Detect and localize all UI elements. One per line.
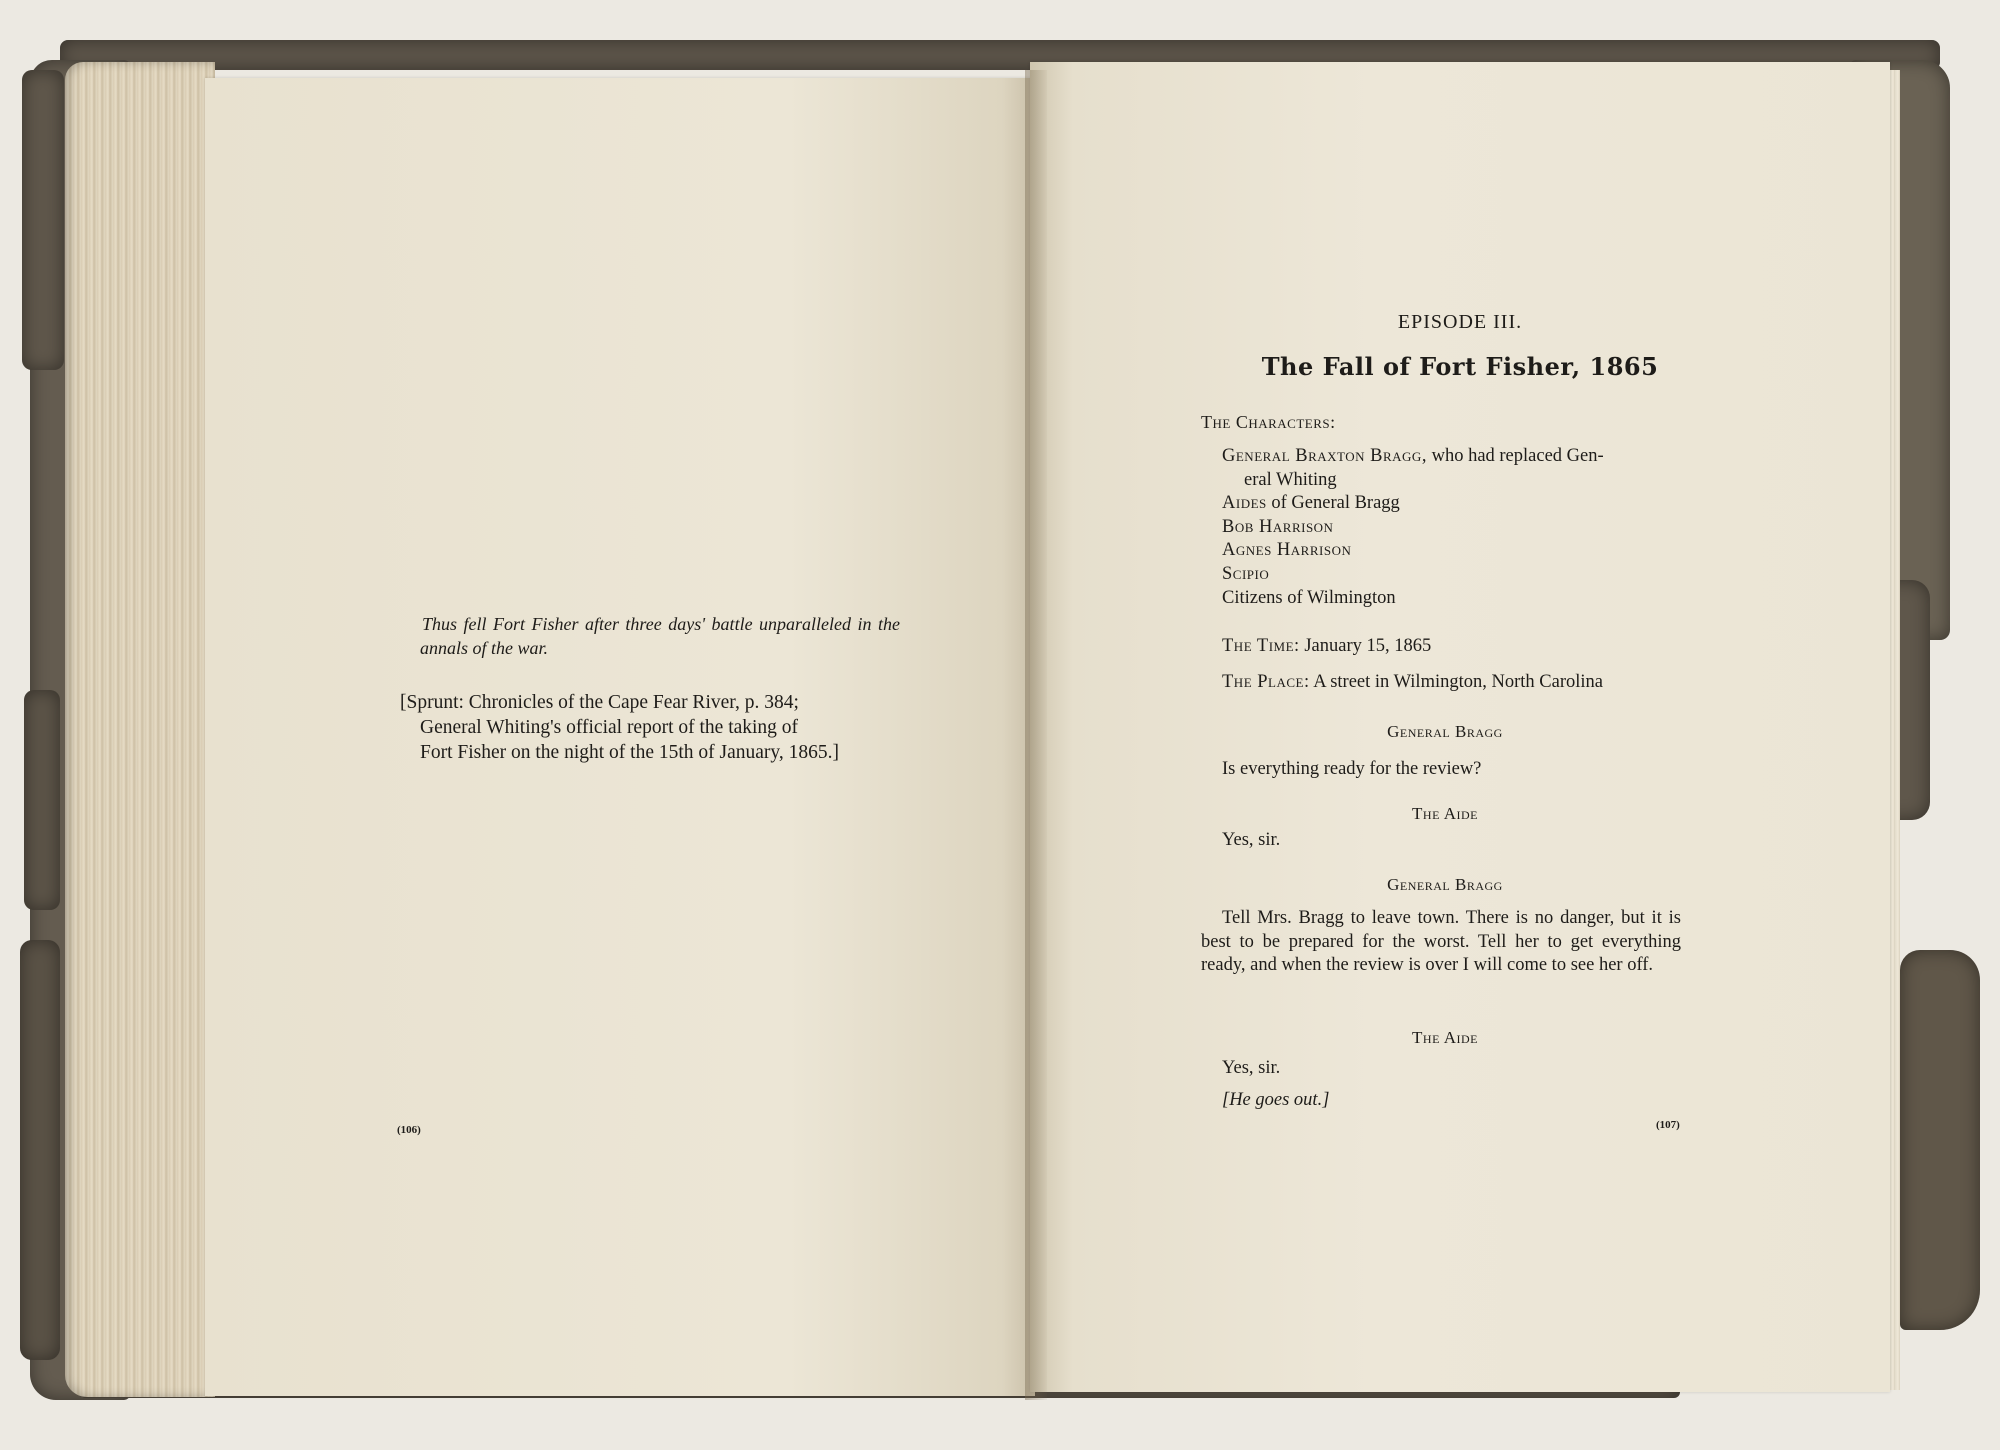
dialogue-line: Yes, sir.: [1222, 830, 1281, 850]
stage-direction: [He goes out.]: [1222, 1090, 1330, 1110]
place-line: [1222, 672, 1603, 693]
episode-heading: EPISODE III.: [1397, 311, 1523, 333]
character-item: Citizens of Wilmington: [1222, 587, 1396, 608]
character-item: Bob Harrison: [1222, 516, 1334, 537]
characters-heading: The Characters:: [1201, 412, 1336, 432]
cover-tear: [1900, 950, 1980, 1330]
closing-quote: Thus fell Fort Fisher after three days' battle unparalleled in the annals of the war.: [420, 614, 900, 658]
place-label: The Place:: [1222, 672, 1310, 692]
character-item: Scipio: [1222, 563, 1270, 584]
character-list: [1222, 445, 1692, 610]
speaker-name: General Bragg: [1387, 875, 1503, 894]
citation-line: Fort Fisher on the night of the 15th of January, 1865.]: [420, 742, 840, 763]
citation-line: [Sprunt: Chronicles of the Cape Fear River, p. 384;: [400, 692, 799, 713]
speaker-name: The Aide: [1412, 1028, 1478, 1047]
character-item: Agnes Harrison: [1222, 540, 1352, 561]
speaker-name: The Aide: [1412, 804, 1478, 823]
speaker-name: General Bragg: [1387, 722, 1503, 741]
book-gutter: [1025, 70, 1047, 1400]
character-item-continued: eral Whiting: [1244, 469, 1337, 490]
page-number-left: (106): [397, 1124, 421, 1136]
time-label: The Time:: [1222, 636, 1300, 656]
page-block-edge: [65, 62, 215, 1397]
character-item: Aides of General Bragg: [1222, 493, 1400, 514]
page-number-right: (107): [1656, 1119, 1680, 1131]
episode-title: The Fall of Fort Fisher, 1865: [1261, 352, 1659, 381]
time-value: January 15, 1865: [1304, 636, 1432, 656]
cover-tear: [24, 690, 60, 910]
cover-tear: [22, 70, 64, 370]
citation-line: General Whiting's official report of the taking of: [420, 717, 799, 738]
dialogue-line: Is everything ready for the review?: [1222, 759, 1482, 779]
source-citation: [400, 690, 895, 765]
cover-tear: [20, 940, 60, 1360]
dialogue-paragraph: Tell Mrs. Bragg to leave town. There is no danger, but it is best to be prepared for the worst. Tell her to get everything ready, and when the review is over I will come to see her off.: [1201, 908, 1681, 975]
dialogue-line: Yes, sir.: [1222, 1058, 1281, 1078]
place-value: A street in Wilmington, North Carolina: [1313, 672, 1603, 692]
character-item: General Braxton Bragg, who had replaced Gen-: [1222, 446, 1604, 466]
time-line: [1222, 636, 1431, 657]
